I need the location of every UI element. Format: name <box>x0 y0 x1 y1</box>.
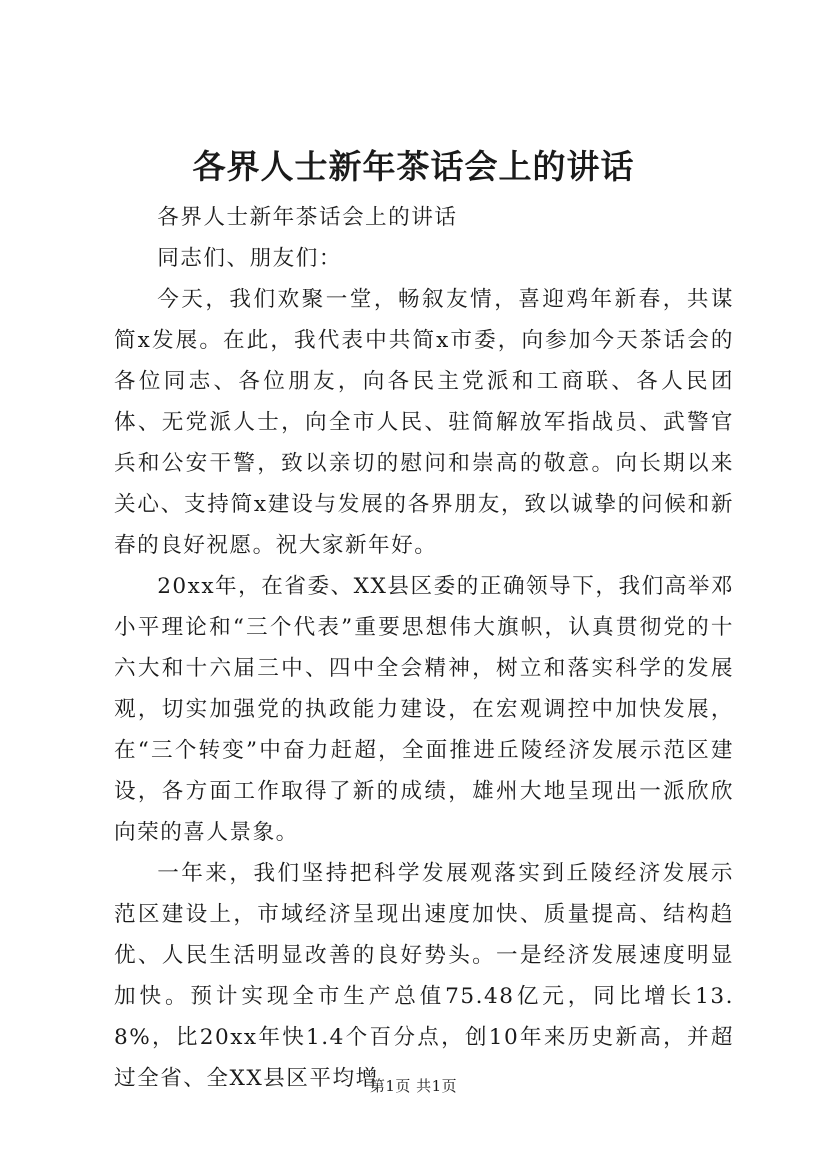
paragraph-subtitle: 各界人士新年茶话会上的讲话 <box>157 205 458 230</box>
paragraph-greeting: 今天，我们欢聚一堂，畅叙友情，喜迎鸡年新春，共谋简x发展。在此，我代表中共简x市委，向参加今天茶话会的各位同志、各位朋友，向各民主党派和工商联、各人民团体、无党派人士，向全市人民、驻简解放军指战员、武警官兵和公安干警，致以亲切的慰问和崇高的敬意。向长期以来关心、支持简x建设与发展的各界朋友，致以诚挚的问候和新春的良好祝愿。祝大家新年好。 <box>114 287 734 558</box>
document-body <box>114 197 734 1099</box>
paragraph-review: 20xx年，在省委、XX县区委的正确领导下，我们高举邓小平理论和“三个代表”重要思想伟大旗帜，认真贯彻党的十六大和十六届三中、四中全会精神，树立和落实科学的发展观，切实加强党的执政能力建设，在宏观调控中加快发展，在“三个转变”中奋力赶超，全面推进丘陵经济发展示范区建设，各方面工作取得了新的成绩，雄州大地呈现出一派欣欣向荣的喜人景象。 <box>114 574 734 845</box>
document-title: 各界人士新年茶话会上的讲话 <box>192 147 635 186</box>
page-footer: 第1页 共1页 <box>369 1077 458 1095</box>
paragraph-achievements: 一年来，我们坚持把科学发展观落实到丘陵经济发展示范区建设上，市域经济呈现出速度加快、质量提高、结构趋优、人民生活明显改善的良好势头。一是经济发展速度明显加快。预计实现全市生产总值75.48亿元，同比增长13.8%，比20xx年快1.4个百分点，创10年来历史新高，并超过全省、全XX县区平均增 <box>114 861 734 1091</box>
paragraph-salutation: 同志们、朋友们： <box>157 246 342 271</box>
